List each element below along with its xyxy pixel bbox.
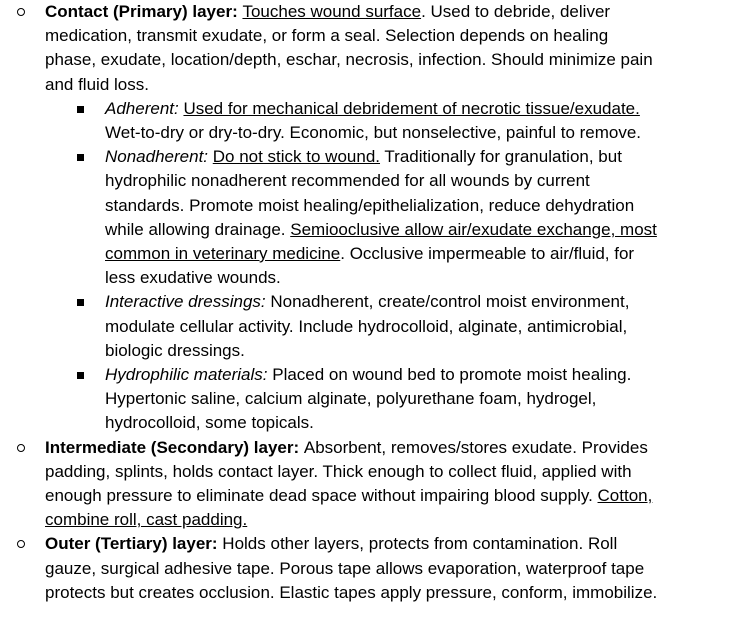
contact-subitem-line bbox=[105, 97, 640, 121]
underlined-text: Semiooclusive allow air/exudate exchange, most bbox=[290, 219, 657, 239]
underlined-text: Cotton, bbox=[597, 486, 653, 505]
underlined-text: Do not stick to wound. bbox=[212, 147, 381, 167]
body-text: Holds other layers, protects from contamination. Roll bbox=[222, 534, 618, 554]
item-heading: Intermediate (Secondary) layer: bbox=[45, 437, 304, 457]
body-text: less exudative wounds. bbox=[105, 268, 281, 288]
hollow-circle-bullet-icon bbox=[17, 8, 25, 16]
body-text: standards. Promote moist healing/epithelialization, reduce dehydration bbox=[105, 195, 635, 215]
contact-subitem-line bbox=[105, 145, 622, 169]
body-text: . Occlusive impermeable to air/fluid, for bbox=[340, 244, 635, 263]
contact-subitem-line bbox=[105, 315, 627, 339]
subitem-term: Hydrophilic materials: bbox=[105, 365, 273, 384]
contact-subitem-line bbox=[105, 387, 596, 411]
body-text: Placed on wound bed to promote moist healing. bbox=[272, 365, 632, 384]
body-text: Absorbent, removes/stores exudate. Provides bbox=[303, 437, 648, 457]
body-text: gauze, surgical adhesive tape. Porous tape allows evaporation, waterproof tape bbox=[45, 558, 645, 578]
contact-layer-line bbox=[45, 24, 608, 48]
contact-layer-line bbox=[45, 73, 149, 97]
contact-subitem-line bbox=[105, 121, 641, 145]
body-text: protects but creates occlusion. Elastic tapes apply pressure, conform, immobilize. bbox=[45, 582, 658, 602]
body-text: modulate cellular activity. Include hydrocolloid, alginate, antimicrobial, bbox=[105, 316, 628, 336]
subitem-term: Interactive dressings: bbox=[105, 292, 271, 312]
contact-subitem-line bbox=[105, 169, 590, 193]
square-bullet-icon bbox=[77, 372, 84, 379]
square-bullet-icon bbox=[77, 299, 84, 306]
body-text: Traditionally for granulation, but bbox=[380, 147, 622, 167]
outer-layer-line bbox=[45, 581, 657, 605]
body-text: while allowing drainage. bbox=[105, 219, 291, 239]
contact-subitem-line bbox=[105, 242, 634, 266]
contact-subitem-line bbox=[105, 363, 631, 387]
body-text: medication, transmit exudate, or form a seal. Selection depends on healing bbox=[45, 26, 609, 46]
contact-layer-line bbox=[45, 0, 610, 24]
body-text: Wet-to-dry or dry-to-dry. Economic, but nonselective, painful to remove. bbox=[105, 123, 642, 142]
body-text: Nonadherent, create/control moist environment, bbox=[270, 292, 630, 312]
body-text: biologic dressings. bbox=[105, 340, 245, 360]
body-text: . Used to debride, deliver bbox=[421, 2, 611, 21]
item-heading: Outer (Tertiary) layer: bbox=[45, 534, 223, 554]
intermediate-layer-line bbox=[45, 508, 247, 532]
intermediate-layer-line bbox=[45, 460, 632, 484]
item-heading: Contact (Primary) layer: bbox=[45, 2, 243, 21]
subitem-term: Adherent: bbox=[105, 98, 184, 118]
body-text: hydrocolloid, some topicals. bbox=[105, 413, 314, 433]
outer-layer-line bbox=[45, 532, 617, 556]
body-text: enough pressure to eliminate dead space without impairing blood supply. bbox=[45, 486, 598, 505]
contact-subitem-line bbox=[105, 339, 245, 363]
square-bullet-icon bbox=[77, 154, 84, 161]
intermediate-layer-line bbox=[45, 436, 648, 460]
subitem-term: Nonadherent: bbox=[105, 147, 213, 167]
contact-subitem-line bbox=[105, 290, 629, 314]
body-text: padding, splints, holds contact layer. Thick enough to collect fluid, applied with bbox=[45, 461, 632, 481]
underlined-text: Used for mechanical debridement of necrotic tissue/exudate. bbox=[183, 98, 640, 118]
underlined-text: Touches wound surface bbox=[242, 2, 422, 21]
underlined-text: common in veterinary medicine bbox=[105, 244, 341, 263]
intermediate-layer-line bbox=[45, 484, 652, 508]
hollow-circle-bullet-icon bbox=[17, 444, 25, 452]
outer-layer-line bbox=[45, 557, 644, 581]
contact-subitem-line bbox=[105, 411, 314, 435]
contact-subitem-line bbox=[105, 194, 634, 218]
hollow-circle-bullet-icon bbox=[17, 540, 25, 548]
body-text: Hypertonic saline, calcium alginate, polyurethane foam, hydrogel, bbox=[105, 389, 597, 409]
underlined-text: combine roll, cast padding. bbox=[45, 510, 248, 530]
contact-subitem-line bbox=[105, 266, 281, 290]
contact-layer-line bbox=[45, 48, 653, 72]
body-text: phase, exudate, location/depth, eschar, necrosis, infection. Should minimize pain bbox=[45, 50, 653, 70]
contact-subitem-line bbox=[105, 218, 657, 242]
body-text: hydrophilic nonadherent recommended for all wounds by current bbox=[105, 171, 590, 191]
body-text: and fluid loss. bbox=[45, 74, 149, 94]
square-bullet-icon bbox=[77, 106, 84, 113]
